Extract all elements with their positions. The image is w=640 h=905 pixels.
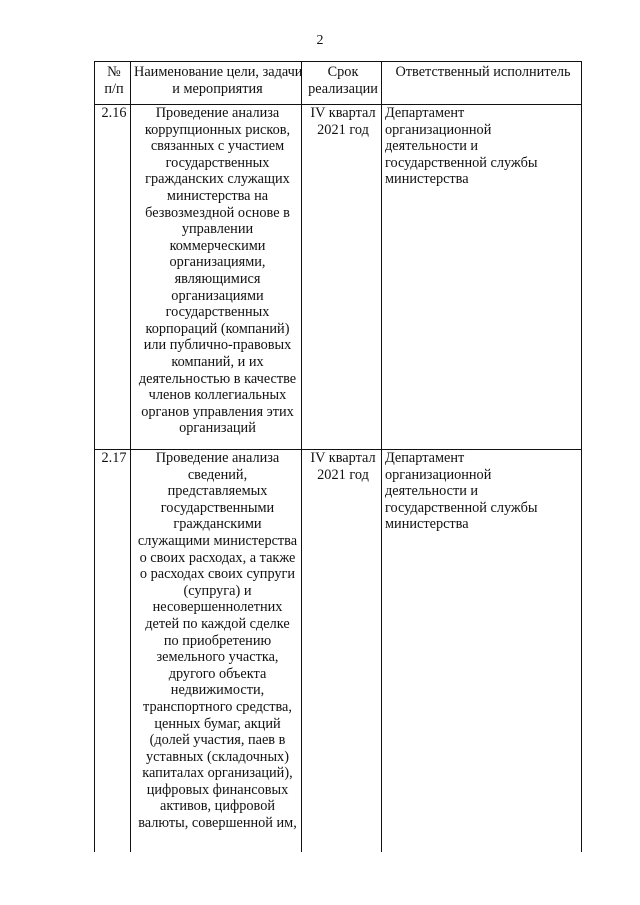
responsible-line: организационной <box>385 466 492 483</box>
table-header-row <box>95 62 582 105</box>
name-line: корпораций (компаний) <box>145 320 290 337</box>
name-line: ценных бумаг, акций <box>154 715 281 732</box>
responsible-line: Департамент <box>385 450 465 466</box>
name-line: или публично-правовых <box>143 337 292 354</box>
row-name <box>131 450 302 853</box>
responsible-line: организационной <box>385 121 492 138</box>
name-line: недвижимости, <box>170 682 265 699</box>
responsible-line: деятельности и <box>385 138 479 155</box>
name-line: Проведение анализа <box>155 105 280 121</box>
name-line: о расходах своих супруги <box>139 566 296 583</box>
name-line: Проведение анализа <box>155 450 280 466</box>
header-name-line: и мероприятия <box>172 80 263 97</box>
name-line: (супруга) и <box>183 582 252 599</box>
name-line: несовершеннолетних <box>152 599 283 616</box>
name-line: являющимися <box>174 270 261 287</box>
name-line: цифровых финансовых <box>146 781 289 798</box>
header-num-line: № <box>107 64 121 80</box>
name-line: коммерческими <box>169 237 266 254</box>
name-line: о своих расходах, а также <box>139 549 296 566</box>
responsible-line: государственной службы <box>385 499 538 516</box>
header-num <box>95 62 131 105</box>
name-line: государственными <box>160 499 275 516</box>
name-line: государственных <box>165 154 270 171</box>
name-line: детей по каждой сделке <box>145 615 290 632</box>
name-line: деятельностью в качестве <box>138 370 297 387</box>
name-line: организациями <box>171 287 264 304</box>
name-line: транспортного средства, <box>143 698 292 715</box>
header-num-line: п/п <box>104 80 124 97</box>
page-number: 2 <box>316 33 324 48</box>
name-line: валюты, совершенной им, <box>138 815 297 832</box>
header-responsible-line: Ответственный исполнитель <box>395 64 571 80</box>
term-line: IV квартал <box>310 450 376 466</box>
header-term <box>302 62 382 105</box>
row-term <box>302 105 382 450</box>
row-name <box>131 105 302 450</box>
header-name <box>131 62 302 105</box>
name-line: компаний, и их <box>171 353 264 370</box>
name-line: уставных (складочных) <box>146 748 289 765</box>
responsible-line: государственной службы <box>385 154 538 171</box>
name-line: государственных <box>165 304 270 321</box>
table-row <box>95 450 582 853</box>
name-line: активов, цифровой <box>159 798 276 815</box>
header-term-line: Срок <box>327 64 359 80</box>
name-line: капиталах организаций), <box>142 765 293 782</box>
term-line: IV квартал <box>310 105 376 121</box>
name-line: управлении <box>181 221 254 238</box>
name-line: гражданскими <box>173 516 262 533</box>
name-line: земельного участка, <box>156 649 279 666</box>
name-line: представляемых <box>167 483 268 500</box>
header-term-line: реализации <box>308 80 378 97</box>
name-line: связанных с участием <box>150 138 285 155</box>
responsible-line: Департамент <box>385 105 465 121</box>
name-line: организациями, <box>169 254 266 271</box>
name-line: (долей участия, паев в <box>149 732 286 749</box>
action-plan-table <box>94 61 582 852</box>
header-responsible <box>382 62 582 105</box>
responsible-line: министерства <box>385 516 469 533</box>
name-line: членов коллегиальных <box>148 387 287 404</box>
name-line: служащими министерства <box>137 532 298 549</box>
name-line: безвозмездной основе в <box>145 204 290 221</box>
responsible-line: министерства <box>385 171 469 188</box>
row-number: 2.16 <box>95 105 131 450</box>
name-line: коррупционных рисков, <box>144 121 291 138</box>
responsible-line: деятельности и <box>385 483 479 500</box>
name-line: сведений, <box>187 466 248 483</box>
term-line: 2021 год <box>317 121 369 138</box>
name-line: органов управления этих <box>141 403 294 420</box>
row-responsible <box>382 450 582 853</box>
row-number: 2.17 <box>95 450 131 853</box>
term-line: 2021 год <box>317 466 369 483</box>
name-line: по приобретению <box>163 632 272 649</box>
name-line: организаций <box>179 420 256 437</box>
row-responsible <box>382 105 582 450</box>
header-name-line: Наименование цели, задачи <box>134 64 303 80</box>
name-line: гражданских служащих <box>145 171 290 188</box>
row-term <box>302 450 382 853</box>
table-row <box>95 105 582 450</box>
name-line: другого объекта <box>168 665 267 682</box>
name-line: министерства на <box>166 187 269 204</box>
